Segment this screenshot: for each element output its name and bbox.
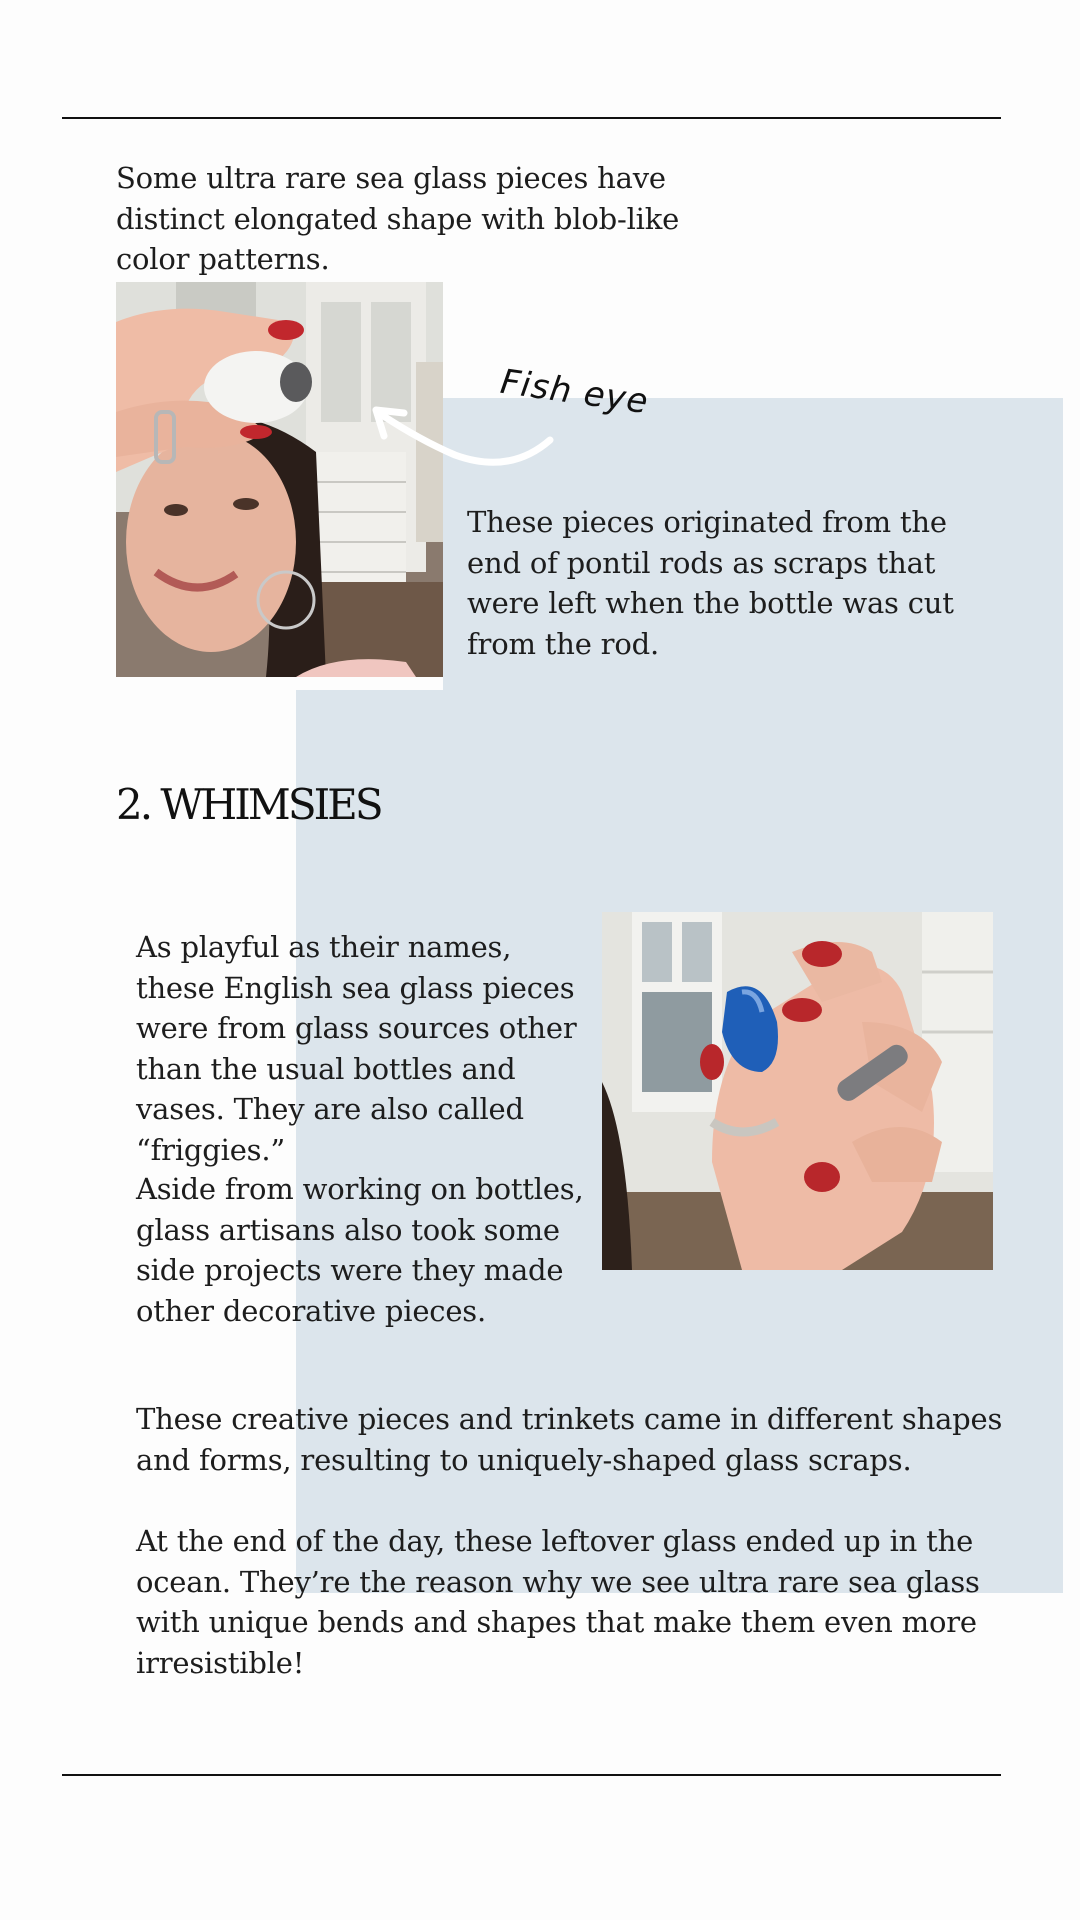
- whimsies-paragraph-3: These creative pieces and trinkets came in different shapes and forms, resulting to uniquely-shaped glass scraps.: [136, 1402, 1003, 1477]
- whimsy-glass-photo: [602, 912, 993, 1270]
- whimsies-paragraph-2: Aside from working on bottles, glass artisans also took some side projects were they made other decorative pieces.: [136, 1172, 584, 1328]
- pontil-paragraph: These pieces originated from the end of pontil rods as scraps that were left when the bottle was cut from the rod.: [467, 505, 954, 661]
- section-heading: 2. WHIMSIES: [116, 780, 381, 829]
- intro-paragraph: Some ultra rare sea glass pieces have distinct elongated shape with blob-like color patterns.: [116, 161, 680, 276]
- bottom-divider: [62, 1774, 1001, 1776]
- whimsies-paragraph-1: As playful as their names, these English sea glass pieces were from glass sources other than the usual bottles and vases. They are also called “friggies.”: [136, 930, 577, 1167]
- curved-arrow-icon: [382, 415, 550, 462]
- top-divider: [62, 117, 1001, 119]
- fish-eye-annotation: [360, 360, 650, 490]
- annotation-label: Fish eye: [497, 361, 652, 423]
- whimsies-paragraph-4: At the end of the day, these leftover glass ended up in the ocean. They’re the reason why we see ultra rare sea glass with unique bends and shapes that make them even more irresistible!: [136, 1524, 980, 1680]
